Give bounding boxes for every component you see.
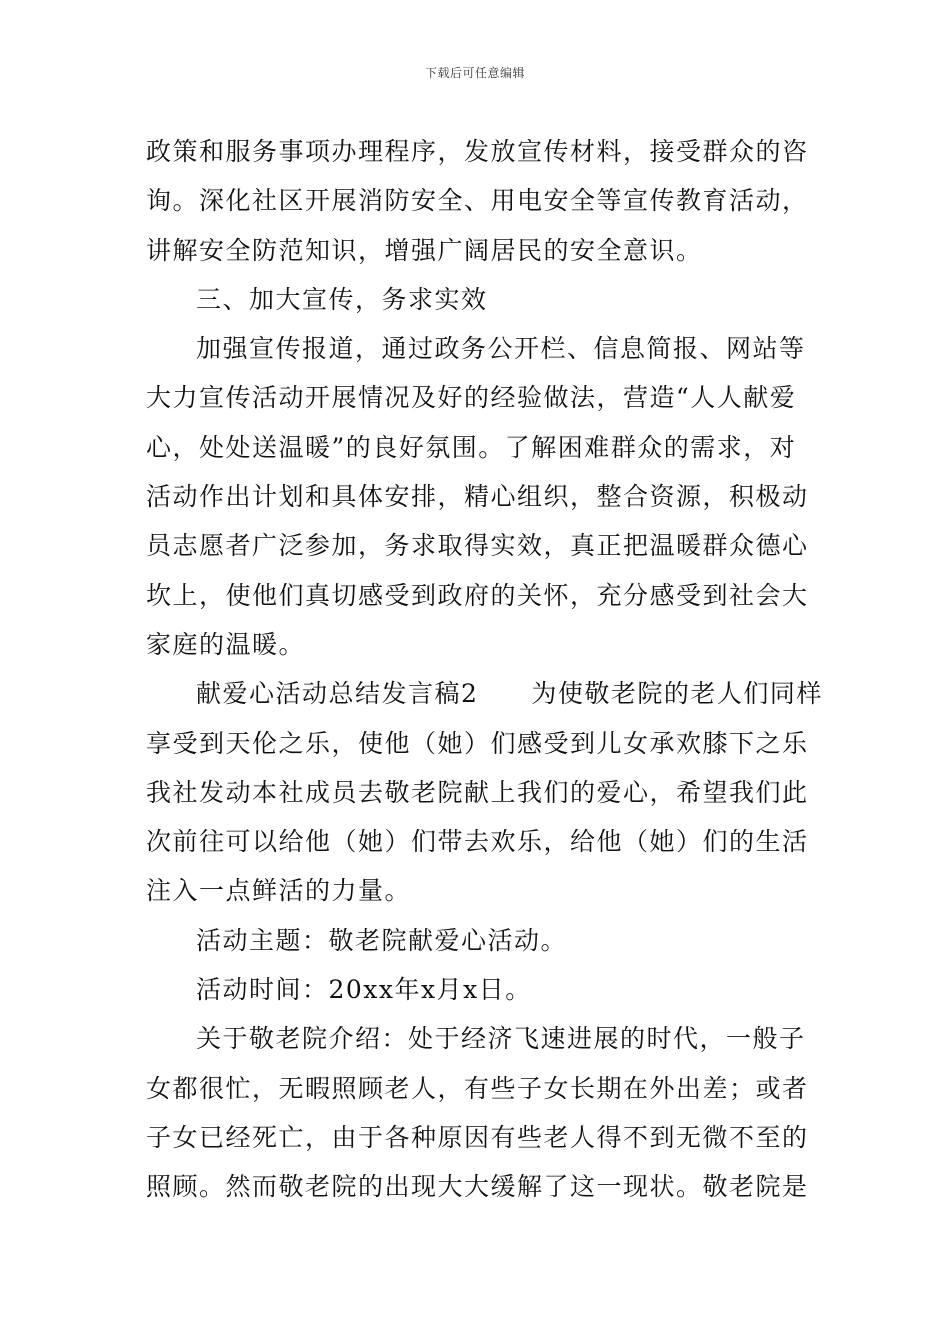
text-line: 员志愿者广泛参加，务求取得实效，真正把温暖群众德心 <box>146 531 809 561</box>
text-line: 我社发动本社成员去敬老院献上我们的爱心，希望我们此 <box>146 777 809 807</box>
text-line: 活动主题：敬老院献爱心活动。 <box>196 925 568 955</box>
text-line: 子女已经死亡，由于各种原因有些老人得不到无微不至的 <box>146 1122 809 1152</box>
text-line: 讲解安全防范知识，增强广阔居民的安全意识。 <box>146 235 703 265</box>
text-line: 询。深化社区开展消防安全、用电安全等宣传教育活动， <box>146 186 809 216</box>
text-line: 心，处处送温暖”的良好氛围。了解困难群众的需求，对 <box>146 432 797 462</box>
text-line: 三、加大宣传，务求实效 <box>196 284 488 314</box>
text-line: 关于敬老院介绍：处于经济飞速进展的时代，一般子 <box>196 1024 806 1054</box>
text-line: 活动作出计划和具体安排，精心组织，整合资源，积极动 <box>146 482 809 512</box>
text-line: 次前往可以给他（她）们带去欢乐，给他（她）们的生活 <box>146 827 809 857</box>
text-line: 家庭的温暖。 <box>146 629 306 659</box>
text-line: 大力宣传活动开展情况及好的经验做法，营造“人人献爱 <box>146 383 797 413</box>
text-line: 照顾。然而敬老院的出现大大缓解了这一现状。敬老院是 <box>146 1172 809 1202</box>
text-line: 活动时间：20xx年x月x日。 <box>196 975 532 1005</box>
text-line: 献爱心活动总结发言稿2 为使敬老院的老人们同样 <box>196 679 823 709</box>
text-line: 坎上，使他们真切感受到政府的关怀，充分感受到社会大 <box>146 580 809 610</box>
document-body <box>146 127 823 1212</box>
text-line: 注入一点鲜活的力量。 <box>146 876 412 906</box>
text-line: 女都很忙，无暇照顾老人，有些子女长期在外出差；或者 <box>146 1073 809 1103</box>
page-header-note: 下载后可任意编辑 <box>424 66 525 80</box>
text-line: 享受到天伦之乐，使他（她）们感受到儿女承欢膝下之乐 <box>146 728 809 758</box>
text-line: 政策和服务事项办理程序，发放宣传材料，接受群众的咨 <box>146 137 809 166</box>
text-line: 加强宣传报道，通过政务公开栏、信息简报、网站等 <box>196 334 806 364</box>
